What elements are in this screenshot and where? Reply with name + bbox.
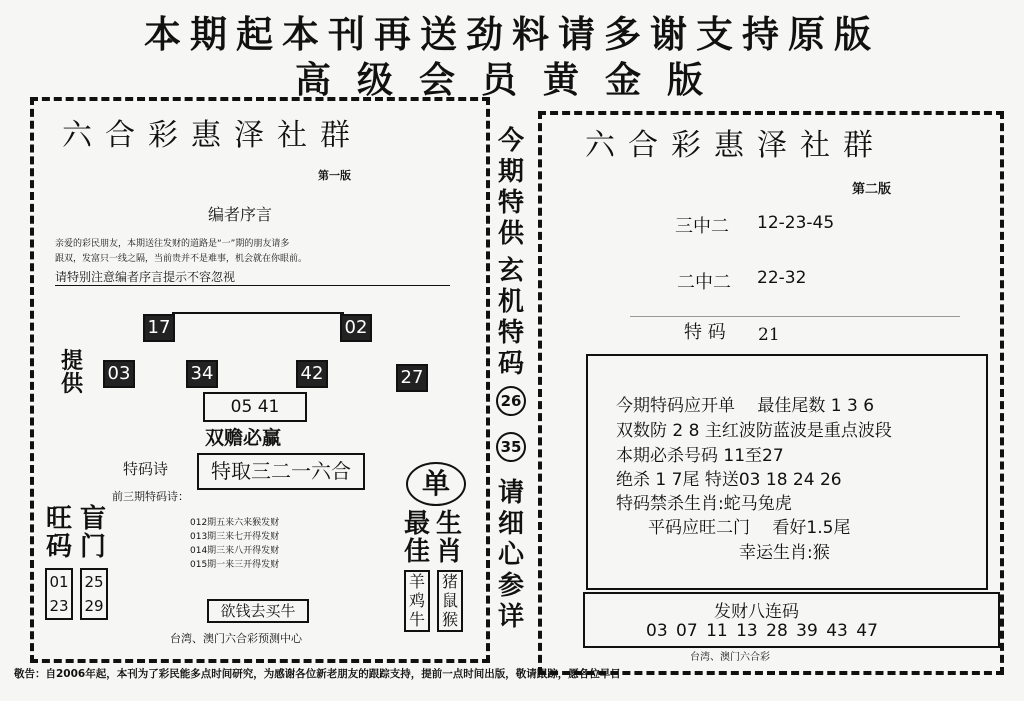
prediction-line-6: 平码应旺二门 看好1.5尾 [648,518,851,538]
best-label-1: 最佳 [404,509,431,567]
header-subtitle: 高级会员黄金版 [294,59,729,101]
best-label-2: 生肖 [436,509,463,567]
left-edition: 第一版 [318,169,351,182]
zodiac-box-1: 羊鸡牛 [404,570,430,632]
right-edition: 第二版 [852,182,892,197]
provide-number-3: 42 [296,360,328,388]
prediction-line-7: 幸运生肖:猴 [739,543,830,563]
r2-value: 22-32 [757,268,807,288]
r1-label: 三中二 [675,216,729,237]
slogan-box: 欲钱去买牛 [207,599,309,623]
preface-text-1: 亲爱的彩民朋友，本期送往发财的道路是“一”期的朋友请多 [55,239,290,249]
preface-note: 请特别注意编者序言提示不容忽视 [55,268,450,286]
wang-label: 旺码 [46,504,73,562]
prediction-line-3: 本期必杀号码 11至27 [616,446,784,466]
bottom-notice: 敬告：自2006年起，本刊为了彩民能多点时间研究，为感谢各位新老朋友的跟踪支持，提前一点时间出版，敬请跟踪，愿各位早日 [14,668,621,680]
r1-value: 12-23-45 [757,213,835,233]
lianma-numbers: 03 07 11 13 28 39 43 47 [646,621,878,641]
prev-poem-line-2: 013期三来七开得发财 [190,532,280,542]
preface-text-2: 跟双，发富只一线之隔，当前贵并不是难事，机会就在你眼前。 [55,254,308,264]
prediction-line-2: 双数防 2 8 主红波防蓝波是重点波段 [616,421,892,441]
wang-numbers [45,568,73,620]
provide-text: 提供 [60,348,83,397]
wang-number-1: 01 [49,573,69,591]
r-divider [630,316,960,317]
r3-label: 特 码 [684,322,726,343]
prev-poem-line-4: 015期一来三开得发财 [190,560,280,570]
middle-number-2 [496,432,526,462]
right-footer: 台湾、澳门六合彩 [690,652,770,663]
provide-number-4: 27 [396,364,428,392]
prev-poem-line-1: 012期五来六来猴发财 [190,518,280,528]
left-title: 六合彩惠泽社群 [62,118,363,153]
zodiac-box-2: 猪鼠猴 [437,570,463,632]
top-number-2: 02 [340,314,372,342]
shuang-text: 双赡必赢 [205,427,282,449]
r2-label: 二中二 [677,272,731,293]
tema-poem-label: 特码诗 [123,460,169,478]
dan-oval: 单 [406,462,466,506]
top-number-1: 17 [143,314,175,342]
prev-poem-label: 前三期特码诗： [112,490,189,503]
middle-bottom: 请细心参详 [497,478,524,632]
header-title: 本期起本刊再送劲料请多谢支持原版 [144,12,880,56]
right-title: 六合彩惠泽社群 [585,128,886,163]
middle-number-1 [496,386,526,416]
prediction-line-4: 绝杀 1 7尾 特送03 18 24 26 [616,470,842,490]
middle-mid: 玄机特码 [497,256,524,379]
tema-poem-box: 特取三二一六合 [197,453,365,490]
provide-label [58,350,86,396]
lianma-title: 发财八连码 [714,602,799,622]
mang-numbers [80,568,108,620]
middle-circle-2: 35 [496,432,526,462]
preface-title: 编者序言 [208,205,273,224]
provide-number-2: 34 [186,360,218,388]
prediction-line-1: 今期特码应开单 最佳尾数 1 3 6 [616,396,875,416]
prediction-line-5: 特码禁杀生肖:蛇马兔虎 [616,494,792,514]
mang-number-2: 29 [84,597,104,615]
mang-number-1: 25 [84,573,104,591]
divider-line [172,312,344,314]
middle-circle-1: 26 [496,386,526,416]
middle-top: 今期特供 [497,126,524,249]
left-footer: 台湾、澳门六合彩预测中心 [170,632,302,645]
mang-label: 盲门 [80,504,107,562]
wang-number-2: 23 [49,597,69,615]
prev-poem-line-3: 014期三来八开得发财 [190,546,280,556]
r3-value: 21 [758,325,780,345]
pair-box: 05 41 [203,392,307,422]
provide-number-1: 03 [103,360,135,388]
